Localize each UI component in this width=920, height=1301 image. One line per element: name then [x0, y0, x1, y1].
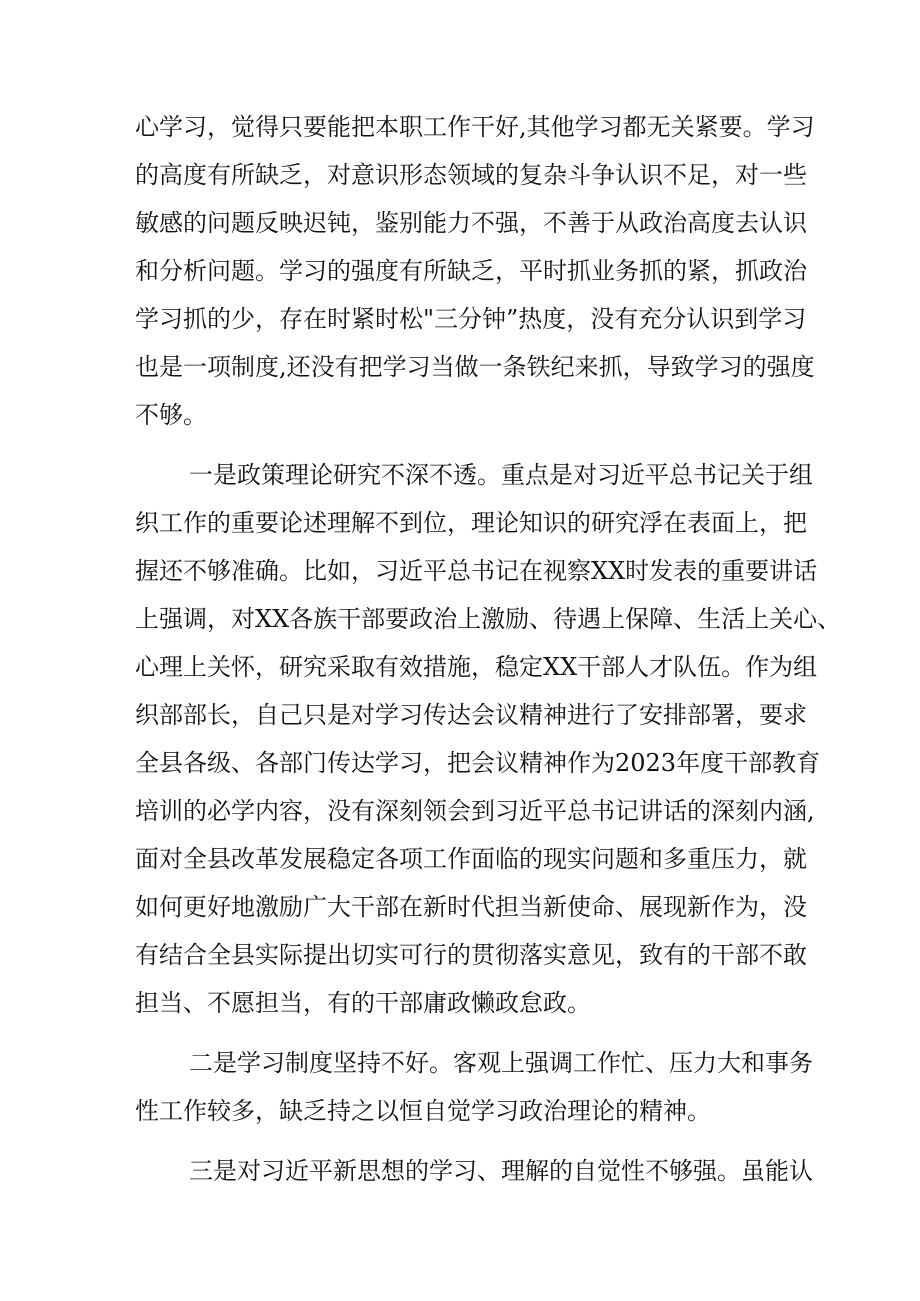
text-line: 上强调，对XX各族干部要政治上激励、待遇上保障、生活上关心、 — [135, 605, 842, 633]
text-line: 的高度有所缺乏，对意识形态领域的复杂斗争认识不足，对一些 — [135, 161, 807, 189]
text-line: 面对全县改革发展稳定各项工作面临的现实问题和多重压力，就 — [135, 845, 807, 873]
paragraph-spacer — [135, 1135, 795, 1147]
text-line: 不够。 — [135, 401, 207, 429]
paragraph-4 — [135, 1147, 813, 1195]
paragraph-2 — [135, 451, 842, 1027]
text-line: 握还不够准确。比如，习近平总书记在视察XX时发表的重要讲话 — [135, 557, 818, 585]
document-body — [135, 103, 842, 1195]
text-line: 性工作较多，缺乏持之以恒自觉学习政治理论的精神。 — [135, 1097, 711, 1125]
text-line: 和分析问题。学习的强度有所缺乏，平时抓业务抓的紧，抓政治 — [135, 257, 807, 285]
text-line: 也是一项制度,还没有把学习当做一条铁纪来抓，导致学习的强度 — [135, 353, 815, 381]
text-line: 心理上关怀，研究采取有效措施，稳定XX干部人才队伍。作为组 — [135, 653, 818, 681]
text-line: 织工作的重要论述理解不到位，理论知识的研究浮在表面上，把 — [135, 509, 807, 537]
text-line: 担当、不愿担当，有的干部庸政懒政怠政。 — [135, 989, 591, 1017]
paragraph-1 — [135, 103, 815, 439]
text-line: 二是学习制度坚持不好。客观上强调工作忙、压力大和事务 — [189, 1049, 813, 1077]
text-line: 三是对习近平新思想的学习、理解的自觉性不够强。虽能认 — [189, 1157, 813, 1185]
text-line: 一是政策理论研究不深不透。重点是对习近平总书记关于组 — [189, 461, 813, 489]
text-line: 学习抓的少，存在时紧时松"三分钟”热度，没有充分认识到学习 — [135, 305, 807, 333]
paragraph-spacer — [135, 439, 795, 451]
text-line: 织部部长，自己只是对学习传达会议精神进行了安排部署，要求 — [135, 701, 807, 729]
paragraph-3 — [135, 1039, 813, 1135]
text-line: 敏感的问题反映迟钝，鉴别能力不强，不善于从政治高度去认识 — [135, 209, 807, 237]
text-line: 如何更好地激励广大干部在新时代担当新使命、展现新作为，没 — [135, 893, 807, 921]
text-line: 心学习，觉得只要能把本职工作干好,其他学习都无关紧要。学习 — [135, 113, 815, 141]
text-line: 有结合全县实际提出切实可行的贯彻落实意见，致有的干部不敢 — [135, 941, 807, 969]
paragraph-spacer — [135, 1027, 795, 1039]
text-line: 全县各级、各部门传达学习，把会议精神作为2023年度干部教育 — [135, 749, 821, 777]
text-line: 培训的必学内容，没有深刻领会到习近平总书记讲话的深刻内涵, — [135, 797, 815, 825]
